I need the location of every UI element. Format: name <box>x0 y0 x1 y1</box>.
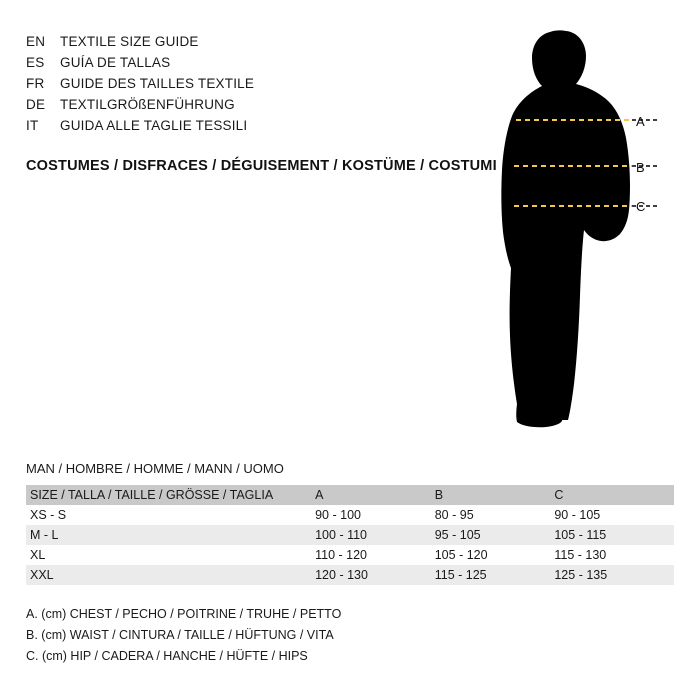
cell-c: 115 - 130 <box>554 548 607 562</box>
cell-size: XXL <box>30 568 54 582</box>
measure-label-b: B <box>636 160 645 175</box>
table-row <box>26 505 674 525</box>
language-code: DE <box>26 97 46 112</box>
language-row <box>26 97 466 118</box>
language-row <box>26 34 466 55</box>
cell-a: 90 - 100 <box>315 508 361 522</box>
male-silhouette-figure <box>470 20 680 440</box>
table-header-a: A <box>315 488 324 502</box>
cell-c: 125 - 135 <box>554 568 608 582</box>
cell-c: 105 - 115 <box>554 528 607 542</box>
cell-b: 95 - 105 <box>434 528 481 542</box>
silhouette-shape <box>501 30 630 427</box>
cell-b: 105 - 120 <box>434 548 488 562</box>
language-code: FR <box>26 76 45 91</box>
table-header-size: SIZE / TALLA / TAILLE / GRÖSSE / TAGLIA <box>30 488 274 502</box>
language-code: IT <box>26 118 39 133</box>
language-text: GUIDA ALLE TAGLIE TESSILI <box>60 118 248 133</box>
cell-a: 110 - 120 <box>315 548 368 562</box>
legend-line-a: A. (cm) CHEST / PECHO / POITRINE / TRUHE / PETTO <box>26 607 342 621</box>
measurement-legend <box>26 604 341 667</box>
language-row <box>26 118 466 139</box>
table-header-b: B <box>434 488 444 502</box>
cell-b: 115 - 125 <box>434 568 487 582</box>
table-row <box>26 525 674 545</box>
cell-b: 80 - 95 <box>434 508 474 522</box>
cell-c: 90 - 105 <box>554 508 601 522</box>
cell-size: XL <box>30 548 46 562</box>
legend-line-c: C. (cm) HIP / CADERA / HANCHE / HÜFTE / HIPS <box>26 649 308 663</box>
language-code: ES <box>26 55 45 70</box>
language-code: EN <box>26 34 46 49</box>
table-title: MAN / HOMBRE / HOMME / MANN / UOMO <box>26 461 284 476</box>
table-header-c: C <box>554 488 564 502</box>
language-text: GUIDE DES TAILLES TEXTILE <box>60 76 255 91</box>
table-row <box>26 565 674 585</box>
legend-line-b: B. (cm) WAIST / CINTURA / TAILLE / HÜFTUNG / VITA <box>26 628 334 642</box>
cell-size: XS - S <box>30 508 67 522</box>
table-row <box>26 545 674 565</box>
cell-a: 120 - 130 <box>315 568 368 582</box>
measure-label-a: A <box>636 114 645 129</box>
size-table <box>26 485 674 585</box>
language-list <box>26 34 466 139</box>
language-text: TEXTILE SIZE GUIDE <box>60 34 199 49</box>
language-text: TEXTILGRÖßENFÜHRUNG <box>60 97 235 112</box>
measure-label-c: C <box>636 199 646 214</box>
language-row <box>26 55 466 76</box>
cell-a: 100 - 110 <box>315 528 368 542</box>
costumes-subtitle: COSTUMES / DISFRACES / DÉGUISEMENT / KOSTÜME / COSTUMI <box>26 158 497 174</box>
cell-size: M - L <box>30 528 59 542</box>
language-text: GUÍA DE TALLAS <box>60 55 171 70</box>
table-header-row <box>26 485 674 505</box>
language-row <box>26 76 466 97</box>
